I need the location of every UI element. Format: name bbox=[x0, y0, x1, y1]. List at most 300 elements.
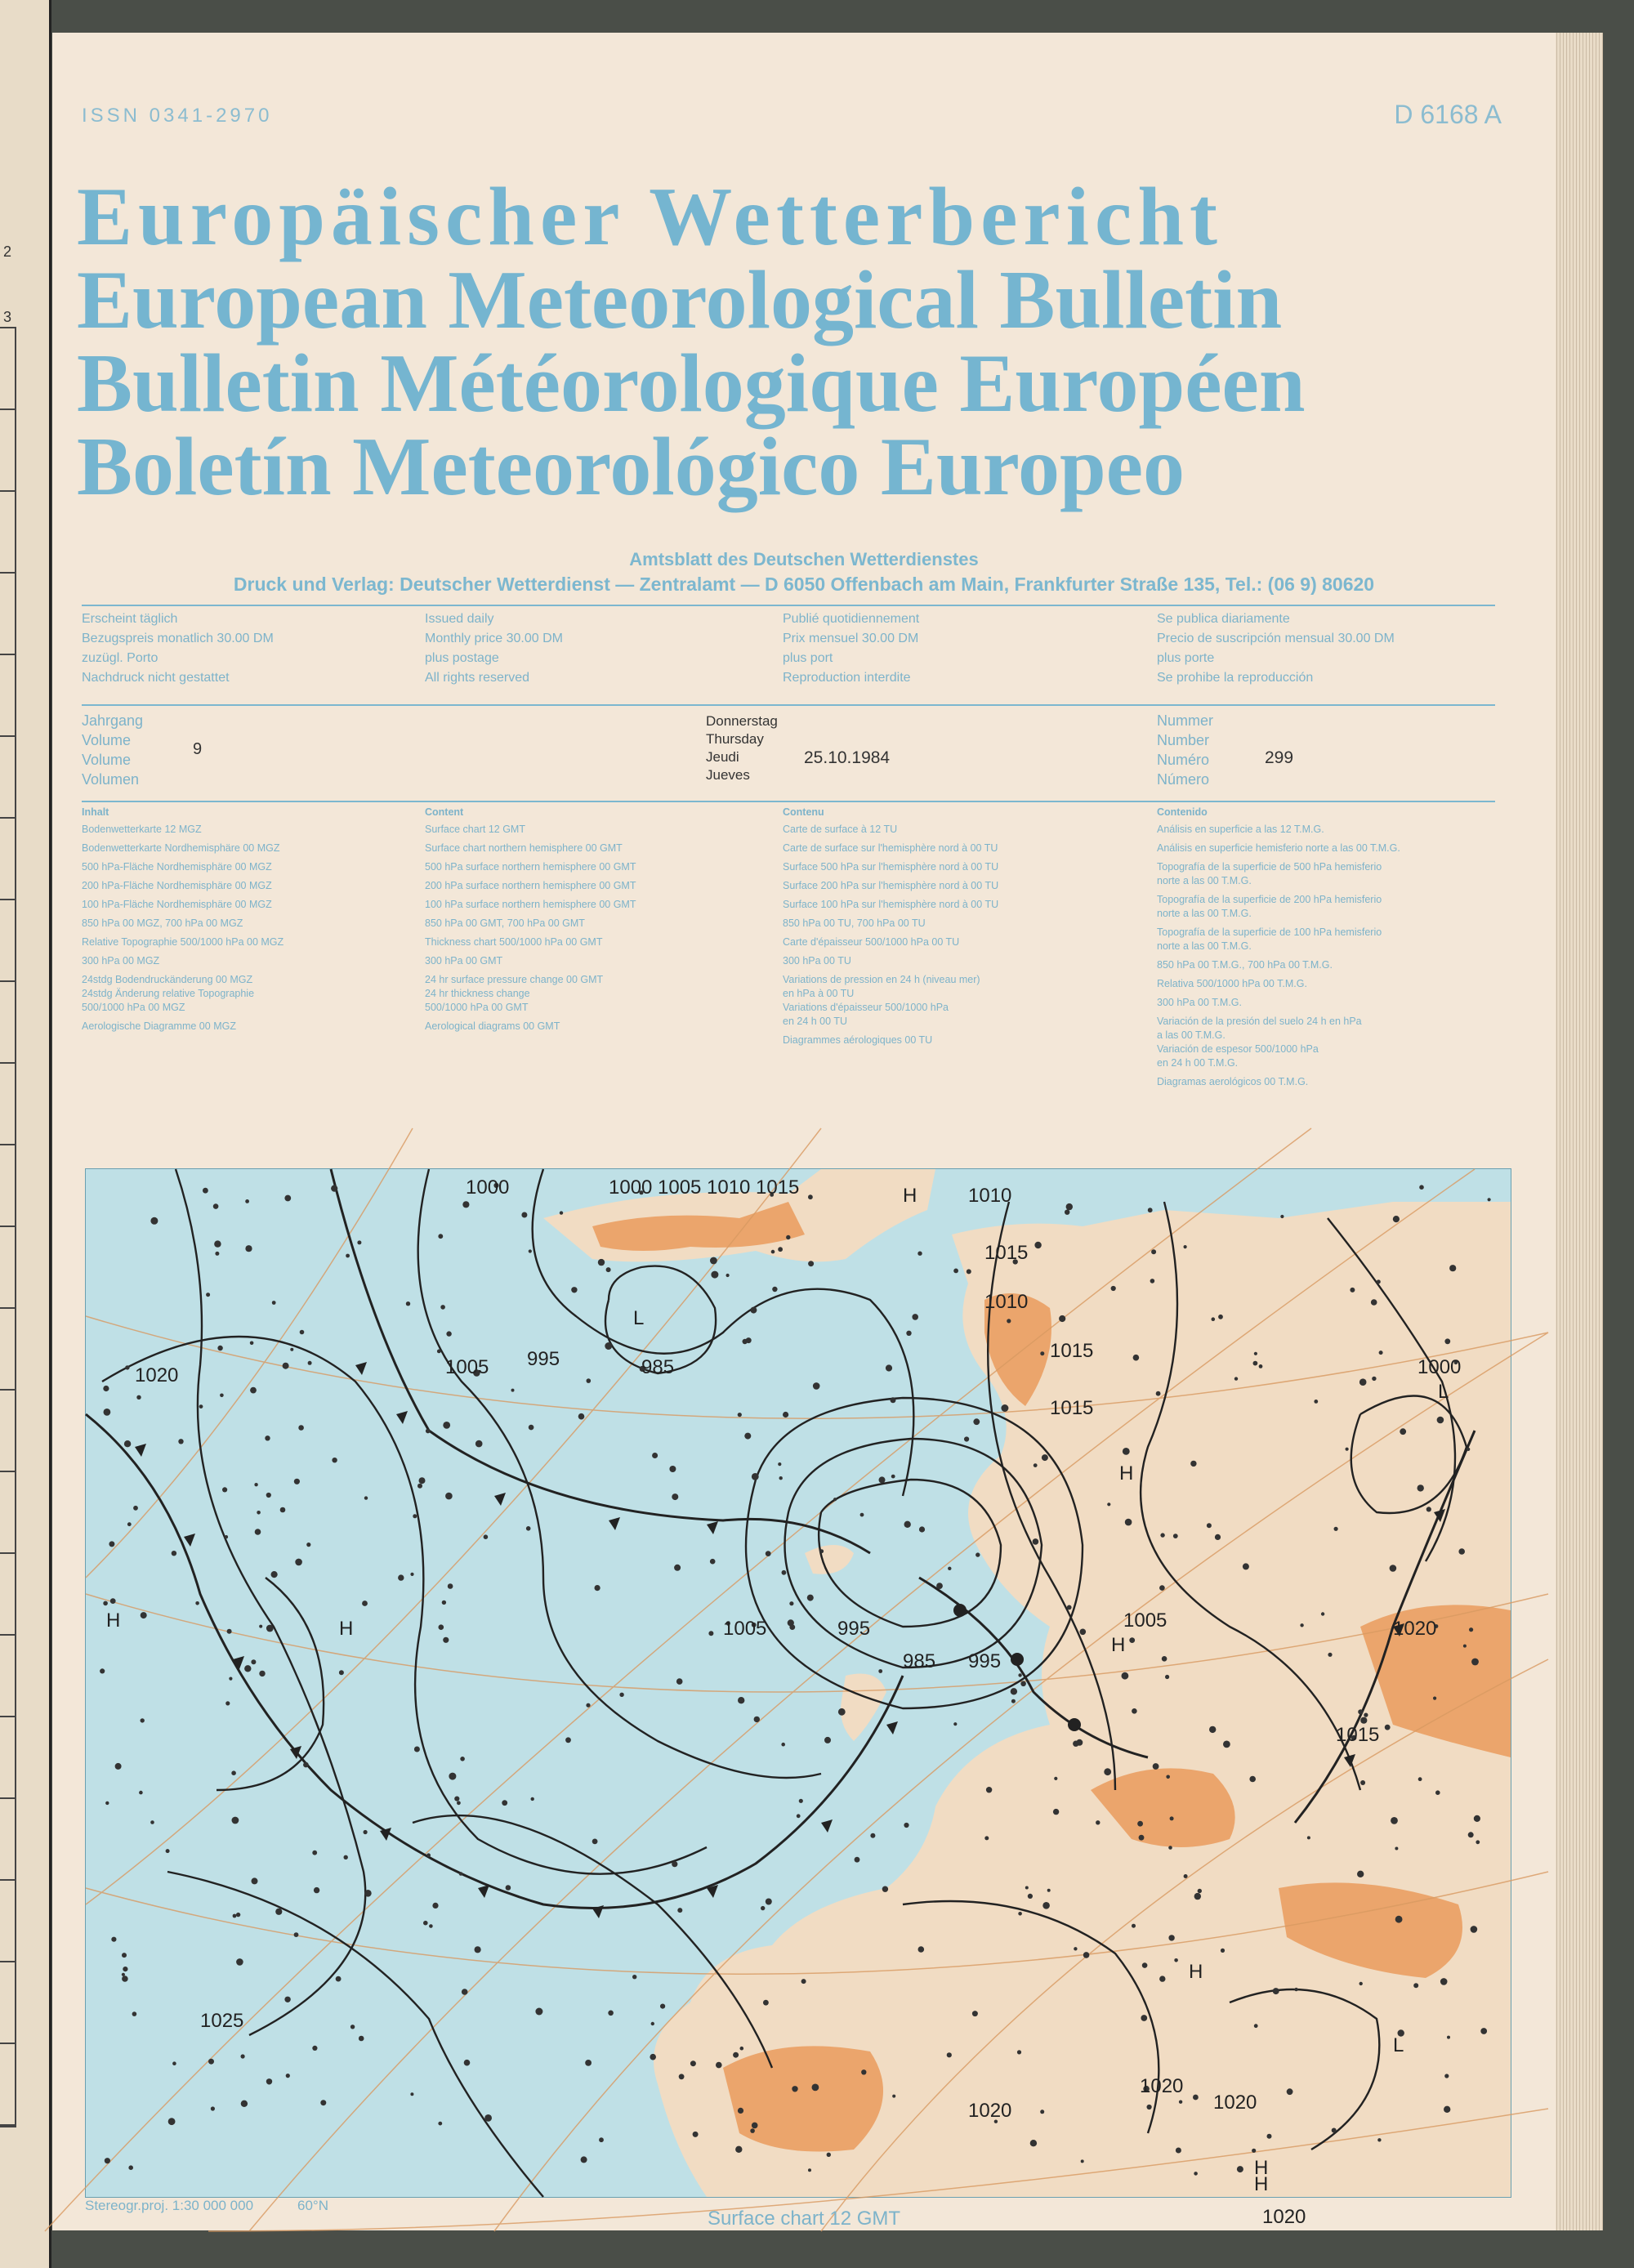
station-dot bbox=[595, 1585, 600, 1591]
station-dot bbox=[1151, 1249, 1156, 1254]
station-dot bbox=[127, 1522, 132, 1526]
station-dot bbox=[677, 1908, 682, 1913]
high-pressure-label: H bbox=[1111, 1634, 1126, 1656]
station-dot bbox=[586, 1703, 590, 1708]
station-dot bbox=[438, 2122, 442, 2126]
station-dot bbox=[1385, 1725, 1391, 1730]
contents-item: 300 hPa 00 T.M.G. bbox=[1157, 997, 1242, 1008]
station-dot bbox=[1360, 1780, 1365, 1785]
station-dot bbox=[1122, 1672, 1129, 1680]
station-dot bbox=[306, 1543, 310, 1547]
contents-item: 24 hr surface pressure change 00 GMT 24 hr thickness change 500/1000 hPa 00 GMT bbox=[425, 974, 604, 1013]
station-dot bbox=[1444, 2106, 1450, 2113]
station-dot bbox=[1081, 2159, 1084, 2163]
station-dot bbox=[1148, 1208, 1153, 1212]
title-french: Bulletin Météorologique Européen bbox=[77, 337, 1306, 430]
document-number: D 6168 A bbox=[1394, 100, 1502, 129]
station-dot bbox=[1359, 1982, 1363, 1985]
station-dot bbox=[1020, 1681, 1026, 1687]
low-pressure-label: L bbox=[1438, 1381, 1449, 1403]
contents-item: Relativa 500/1000 hPa 00 T.M.G. bbox=[1157, 978, 1307, 989]
station-dot bbox=[1053, 1809, 1059, 1815]
volume-label: Volume bbox=[82, 732, 132, 748]
station-dot bbox=[679, 2074, 685, 2079]
subscription-text: Issued daily bbox=[425, 612, 494, 626]
isobar-label: 1020 bbox=[1262, 2206, 1306, 2228]
station-dot bbox=[1471, 1926, 1478, 1933]
station-dot bbox=[1007, 1319, 1011, 1323]
station-dot bbox=[419, 1477, 426, 1484]
station-dot bbox=[565, 1737, 571, 1743]
weekday-label: Thursday bbox=[706, 731, 764, 747]
station-dot bbox=[1184, 1874, 1188, 1878]
station-dot bbox=[1147, 2105, 1152, 2110]
station-dot bbox=[1018, 1673, 1021, 1676]
station-dot bbox=[1371, 1299, 1377, 1306]
station-dot bbox=[364, 1890, 372, 1897]
station-dot bbox=[1471, 1659, 1479, 1666]
station-dot bbox=[1249, 1776, 1256, 1783]
station-dot bbox=[1160, 1533, 1164, 1537]
isobar-label: 1000 bbox=[609, 1176, 653, 1199]
subscription-text: Se publica diariamente bbox=[1157, 612, 1290, 626]
page-stack-edge bbox=[1554, 33, 1603, 2230]
station-dot bbox=[217, 1346, 222, 1351]
station-dot bbox=[123, 1967, 127, 1971]
station-dot bbox=[286, 2074, 290, 2078]
station-dot bbox=[1418, 1777, 1422, 1781]
station-dot bbox=[592, 1839, 598, 1845]
station-dot bbox=[141, 1718, 145, 1722]
station-dot bbox=[448, 1583, 453, 1589]
station-dot bbox=[1198, 1889, 1202, 1893]
station-dot bbox=[1017, 2050, 1021, 2054]
station-dot bbox=[529, 1425, 534, 1431]
isobar-label: 1015 bbox=[1050, 1397, 1094, 1419]
station-dot bbox=[128, 2165, 133, 2170]
station-dot bbox=[136, 1395, 141, 1400]
station-dot bbox=[364, 1830, 368, 1834]
issue-date: 25.10.1984 bbox=[804, 748, 891, 767]
station-dot bbox=[581, 2156, 587, 2163]
station-dot bbox=[426, 1429, 431, 1434]
station-dot bbox=[891, 1475, 895, 1479]
station-dot bbox=[1215, 1534, 1221, 1540]
station-dot bbox=[423, 1921, 428, 1926]
contents-item: 300 hPa 00 MGZ bbox=[82, 955, 160, 967]
station-dot bbox=[1358, 1709, 1363, 1714]
contents-item: 850 hPa 00 MGZ, 700 hPa 00 MGZ bbox=[82, 917, 243, 929]
high-pressure-label: H bbox=[1254, 2157, 1269, 2179]
contents-heading: Content bbox=[425, 806, 464, 818]
contents-item: Surface chart northern hemisphere 00 GMT bbox=[425, 842, 623, 854]
station-dot bbox=[1321, 1612, 1324, 1615]
station-dot bbox=[475, 1946, 481, 1953]
station-dot bbox=[892, 2095, 895, 2098]
station-dot bbox=[332, 1458, 337, 1462]
station-dot bbox=[690, 2060, 696, 2066]
title-german: Europäischer Wetterbericht bbox=[77, 171, 1224, 263]
subscription-text: Prix mensuel 30.00 DM bbox=[783, 632, 919, 645]
low-pressure-label: L bbox=[633, 1307, 645, 1329]
station-dot bbox=[799, 1799, 803, 1803]
station-dot bbox=[362, 1601, 368, 1606]
station-dot bbox=[229, 1677, 232, 1681]
contents-item: 850 hPa 00 GMT, 700 hPa 00 GMT bbox=[425, 917, 585, 929]
station-dot bbox=[336, 1976, 342, 1982]
station-dot bbox=[1150, 1279, 1155, 1284]
station-dot bbox=[133, 1506, 138, 1511]
station-dot bbox=[109, 1541, 114, 1547]
station-dot bbox=[459, 1872, 463, 1876]
station-dot bbox=[280, 1507, 286, 1513]
station-dot bbox=[442, 1601, 446, 1605]
station-dot bbox=[1417, 1484, 1424, 1491]
station-dot bbox=[104, 1409, 111, 1416]
number-label: Número bbox=[1157, 771, 1210, 788]
subscription-text: plus port bbox=[783, 651, 833, 665]
station-dot bbox=[214, 1240, 221, 1247]
isobar-label: 1020 bbox=[968, 2100, 1012, 2122]
station-dot bbox=[779, 1476, 783, 1480]
station-dot bbox=[460, 1757, 465, 1761]
isobar-label: 1010 bbox=[984, 1291, 1029, 1313]
isobar-label: 1020 bbox=[135, 1364, 179, 1386]
number-label: Number bbox=[1157, 732, 1210, 748]
contents-item: 200 hPa surface northern hemisphere 00 GMT bbox=[425, 880, 636, 891]
station-dot bbox=[236, 1913, 240, 1917]
station-dot bbox=[771, 1250, 775, 1254]
station-dot bbox=[1011, 1699, 1016, 1703]
station-dot bbox=[1444, 1338, 1450, 1344]
station-dot bbox=[1074, 1947, 1077, 1950]
station-dot bbox=[1328, 1653, 1332, 1657]
station-dot bbox=[606, 1267, 611, 1272]
station-dot bbox=[502, 1800, 507, 1806]
station-dot bbox=[294, 1932, 299, 1937]
station-dot bbox=[168, 2118, 176, 2125]
station-dot bbox=[716, 2062, 722, 2069]
station-dot bbox=[225, 1535, 228, 1538]
station-dot bbox=[1028, 1894, 1033, 1899]
station-dot bbox=[1234, 1377, 1238, 1380]
station-dot bbox=[708, 1631, 713, 1636]
station-dot bbox=[1129, 1637, 1135, 1643]
station-dot bbox=[936, 1583, 943, 1589]
station-dot bbox=[254, 1483, 257, 1486]
station-dot bbox=[808, 1261, 814, 1266]
isobar-label: 1015 bbox=[1050, 1340, 1094, 1362]
station-dot bbox=[1372, 1377, 1376, 1381]
station-dot bbox=[1332, 2128, 1337, 2133]
station-dot bbox=[766, 1551, 771, 1556]
station-dot bbox=[178, 1439, 183, 1444]
subscription-text: Se prohibe la reproducción bbox=[1157, 671, 1314, 685]
station-dot bbox=[410, 1573, 413, 1576]
station-dot bbox=[320, 2100, 326, 2105]
station-dot bbox=[364, 1496, 368, 1499]
station-dot bbox=[904, 1521, 911, 1528]
station-dot bbox=[252, 1877, 258, 1884]
left-page-edge bbox=[0, 0, 51, 2268]
station-dot bbox=[1194, 2172, 1198, 2176]
contents-item: 100 hPa surface northern hemisphere 00 GMT bbox=[425, 899, 636, 910]
station-dot bbox=[674, 1565, 681, 1571]
contents-item: Surface 200 hPa sur l'hemisphère nord à 00 TU bbox=[783, 880, 999, 891]
subscription-en bbox=[425, 609, 563, 688]
station-dot bbox=[605, 1342, 612, 1350]
station-dot bbox=[1073, 1741, 1078, 1747]
subscription-text: Reproduction interdite bbox=[783, 671, 911, 685]
number-labels bbox=[1157, 711, 1213, 789]
station-dot bbox=[833, 1498, 837, 1501]
volume-labels bbox=[82, 711, 143, 789]
subscription-de bbox=[82, 609, 274, 688]
station-dot bbox=[526, 1526, 531, 1531]
station-dot bbox=[303, 1762, 309, 1768]
station-dot bbox=[870, 1833, 875, 1838]
station-dot bbox=[1419, 1185, 1424, 1190]
contents-item: Thickness chart 500/1000 hPa 00 GMT bbox=[425, 936, 603, 948]
front-semicircle bbox=[1068, 1718, 1081, 1731]
station-dot bbox=[1259, 1364, 1263, 1368]
station-dot bbox=[236, 1958, 243, 1966]
isobar-label: 995 bbox=[968, 1650, 1002, 1672]
station-dot bbox=[245, 1245, 252, 1252]
station-dot bbox=[445, 1493, 453, 1500]
station-dot bbox=[710, 1559, 716, 1565]
station-dot bbox=[124, 1440, 131, 1447]
contents-en bbox=[425, 806, 636, 1038]
station-dot bbox=[331, 1185, 337, 1192]
station-dot bbox=[1166, 1775, 1170, 1779]
contents-item: Aerological diagrams 00 GMT bbox=[425, 1020, 560, 1032]
low-pressure-label: L bbox=[1393, 2034, 1404, 2056]
station-dot bbox=[1162, 1656, 1167, 1662]
station-dot bbox=[1433, 1697, 1436, 1700]
station-dot bbox=[752, 1473, 759, 1480]
contents-item: 300 hPa 00 GMT bbox=[425, 955, 503, 967]
isobar-label: 1020 bbox=[1393, 1618, 1437, 1640]
isobar-label: 1015 bbox=[1336, 1724, 1380, 1746]
station-dot bbox=[1067, 1605, 1072, 1610]
isobar-label: 995 bbox=[527, 1348, 560, 1370]
station-dot bbox=[1359, 1378, 1367, 1386]
station-dot bbox=[233, 1914, 237, 1918]
station-dot bbox=[560, 1211, 563, 1214]
station-dot bbox=[1254, 2024, 1258, 2028]
station-dot bbox=[203, 1188, 208, 1194]
station-dot bbox=[801, 1979, 806, 1984]
contents-de bbox=[82, 806, 283, 1038]
station-dot bbox=[443, 1637, 449, 1643]
contents-item: Surface 500 hPa sur l'hemisphère nord à 00 TU bbox=[783, 861, 999, 873]
station-dot bbox=[1476, 1840, 1480, 1844]
station-dot bbox=[284, 1997, 290, 2002]
station-dot bbox=[1159, 1585, 1165, 1591]
station-dot bbox=[973, 1418, 980, 1425]
station-dot bbox=[1294, 1988, 1297, 1991]
station-dot bbox=[754, 1717, 760, 1722]
station-dot bbox=[506, 1885, 511, 1891]
weekday-label: Jeudi bbox=[706, 749, 739, 765]
station-dot bbox=[464, 2060, 471, 2066]
high-pressure-label: H bbox=[1254, 2173, 1269, 2195]
isobar-label: 1000 bbox=[466, 1176, 510, 1199]
subscription-text: plus postage bbox=[425, 651, 499, 665]
station-dot bbox=[1184, 1245, 1187, 1248]
contents-item: Análisis en superficie a las 12 T.M.G. bbox=[1157, 824, 1324, 835]
station-dot bbox=[122, 1953, 127, 1958]
station-dot bbox=[1123, 1448, 1130, 1455]
station-dot bbox=[1137, 1821, 1143, 1827]
station-dot bbox=[1346, 1448, 1349, 1451]
station-dot bbox=[632, 1975, 636, 1979]
high-pressure-label: H bbox=[1119, 1462, 1134, 1484]
station-dot bbox=[1168, 1935, 1174, 1940]
station-dot bbox=[1267, 2134, 1272, 2139]
station-dot bbox=[1223, 1741, 1230, 1748]
subscription-fr bbox=[783, 609, 919, 688]
isobar-label: 1005 bbox=[723, 1618, 767, 1640]
station-dot bbox=[838, 1708, 846, 1716]
station-dot bbox=[454, 1797, 459, 1801]
station-dot bbox=[746, 1337, 752, 1343]
station-dot bbox=[110, 1598, 116, 1604]
high-pressure-label: H bbox=[106, 1609, 121, 1632]
station-dot bbox=[413, 1514, 417, 1518]
station-dot bbox=[1468, 1832, 1474, 1837]
station-dot bbox=[298, 1425, 304, 1431]
station-dot bbox=[103, 1601, 108, 1606]
title-block bbox=[77, 171, 1547, 513]
station-dot bbox=[1033, 1538, 1039, 1545]
contents-item: 850 hPa 00 T.M.G., 700 hPa 00 T.M.G. bbox=[1157, 959, 1333, 971]
station-dot bbox=[891, 1397, 896, 1403]
contents-item: Variación de la presión del suelo 24 h en hPa a las 00 T.M.G. Variación de espesor 500/1000 hPa en 24 h 00 T.M.G. bbox=[1157, 1016, 1362, 1069]
station-dot bbox=[259, 1671, 265, 1676]
station-dot bbox=[1165, 1675, 1169, 1679]
title-spanish: Boletín Meteorológico Europeo bbox=[77, 421, 1185, 513]
station-dot bbox=[918, 1946, 925, 1953]
volume-number: 9 bbox=[193, 740, 203, 758]
station-dot bbox=[827, 2153, 831, 2157]
station-dot bbox=[1042, 1902, 1050, 1909]
station-dot bbox=[414, 1747, 420, 1752]
station-dot bbox=[693, 2132, 699, 2137]
station-dot bbox=[1153, 1763, 1159, 1770]
station-dot bbox=[241, 2101, 248, 2107]
station-dot bbox=[904, 1823, 909, 1828]
station-dot bbox=[1133, 1355, 1140, 1361]
isobar-label: 1010 bbox=[968, 1185, 1012, 1207]
station-dot bbox=[350, 2025, 355, 2029]
subscription-text: Erscheint täglich bbox=[82, 612, 178, 626]
station-dot bbox=[1066, 1203, 1073, 1210]
station-dot bbox=[1173, 1534, 1178, 1538]
station-dot bbox=[244, 1665, 251, 1672]
isobar-label: 1025 bbox=[200, 2010, 244, 2032]
station-dot bbox=[257, 1511, 261, 1515]
contents-item: Variations de pression en 24 h (niveau mer) en hPa à 00 TU Variations d'épaisseur 500/1000 hPa en 24 h 00 TU bbox=[783, 974, 980, 1027]
contents-item: Carte de surface à 12 TU bbox=[783, 824, 898, 835]
station-dot bbox=[484, 1534, 489, 1539]
isobar-label: 1005 bbox=[1123, 1609, 1167, 1632]
contents-item: 300 hPa 00 TU bbox=[783, 955, 851, 967]
contents-item: Carte de surface sur l'hemisphère nord à 00 TU bbox=[783, 842, 998, 854]
subscription-text: Bezugspreis monatlich 30.00 DM bbox=[82, 632, 274, 645]
station-dot bbox=[432, 1903, 438, 1909]
station-dot bbox=[475, 1440, 483, 1448]
station-dot bbox=[789, 1601, 793, 1605]
station-dot bbox=[206, 1292, 210, 1297]
contents-item: Aerologische Diagramme 00 MGZ bbox=[82, 1020, 236, 1032]
station-dot bbox=[953, 1269, 958, 1274]
station-dot bbox=[511, 1389, 515, 1392]
title-english: European Meteorological Bulletin bbox=[77, 254, 1283, 346]
station-dot bbox=[1314, 1400, 1318, 1404]
station-dot bbox=[766, 1899, 772, 1905]
station-dot bbox=[1379, 1351, 1383, 1355]
station-dot bbox=[294, 1479, 300, 1484]
station-dot bbox=[1469, 1627, 1473, 1632]
station-dot bbox=[1273, 1988, 1279, 1994]
station-dot bbox=[1390, 1565, 1397, 1572]
station-dot bbox=[172, 1551, 176, 1556]
left-page-number: 2 bbox=[3, 243, 12, 260]
station-dot bbox=[1350, 1288, 1355, 1292]
station-dot bbox=[587, 1378, 592, 1383]
isobar-label: 1005 bbox=[445, 1356, 489, 1378]
station-dot bbox=[585, 2060, 592, 2066]
station-dot bbox=[440, 1305, 445, 1310]
station-dot bbox=[208, 2059, 214, 2065]
isobar-label: 1015 bbox=[756, 1176, 800, 1199]
station-dot bbox=[824, 1737, 831, 1743]
station-dot bbox=[1243, 1563, 1249, 1569]
contents-item: 200 hPa-Fläche Nordhemisphäre 00 MGZ bbox=[82, 880, 272, 891]
station-dot bbox=[213, 1203, 219, 1209]
station-dot bbox=[111, 1937, 116, 1942]
station-dot bbox=[651, 2022, 654, 2025]
station-dot bbox=[740, 2047, 744, 2051]
issn-number: ISSN 0341-2970 bbox=[82, 105, 273, 127]
station-dot bbox=[1334, 1527, 1338, 1531]
station-dot bbox=[250, 1387, 257, 1394]
station-dot bbox=[619, 1693, 623, 1697]
contents-item: Diagramas aerológicos 00 T.M.G. bbox=[1157, 1076, 1309, 1087]
station-dot bbox=[912, 1314, 918, 1320]
station-dot bbox=[1096, 1820, 1100, 1824]
bulletin-page bbox=[52, 33, 1556, 2230]
station-dot bbox=[676, 1678, 683, 1685]
contents-item: 24stdg Bodendruckänderung 00 MGZ 24stdg Änderung relative Topographie 500/1000 hPa 00 MGZ bbox=[82, 974, 255, 1013]
contents-item: 500 hPa surface northern hemisphere 00 GMT bbox=[425, 861, 636, 873]
contents-item: 850 hPa 00 TU, 700 hPa 00 TU bbox=[783, 917, 926, 929]
number-label: Nummer bbox=[1157, 712, 1214, 729]
station-dot bbox=[598, 1259, 605, 1266]
station-dot bbox=[792, 2086, 797, 2092]
number-label: Numéro bbox=[1157, 752, 1210, 768]
station-dot bbox=[947, 2052, 952, 2057]
station-dot bbox=[1300, 1623, 1303, 1627]
station-dot bbox=[284, 1195, 291, 1202]
high-pressure-label: H bbox=[903, 1185, 917, 1207]
station-dot bbox=[781, 1743, 785, 1747]
station-dot bbox=[1237, 2166, 1243, 2172]
station-dot bbox=[215, 1252, 219, 1256]
station-dot bbox=[1252, 2149, 1256, 2153]
